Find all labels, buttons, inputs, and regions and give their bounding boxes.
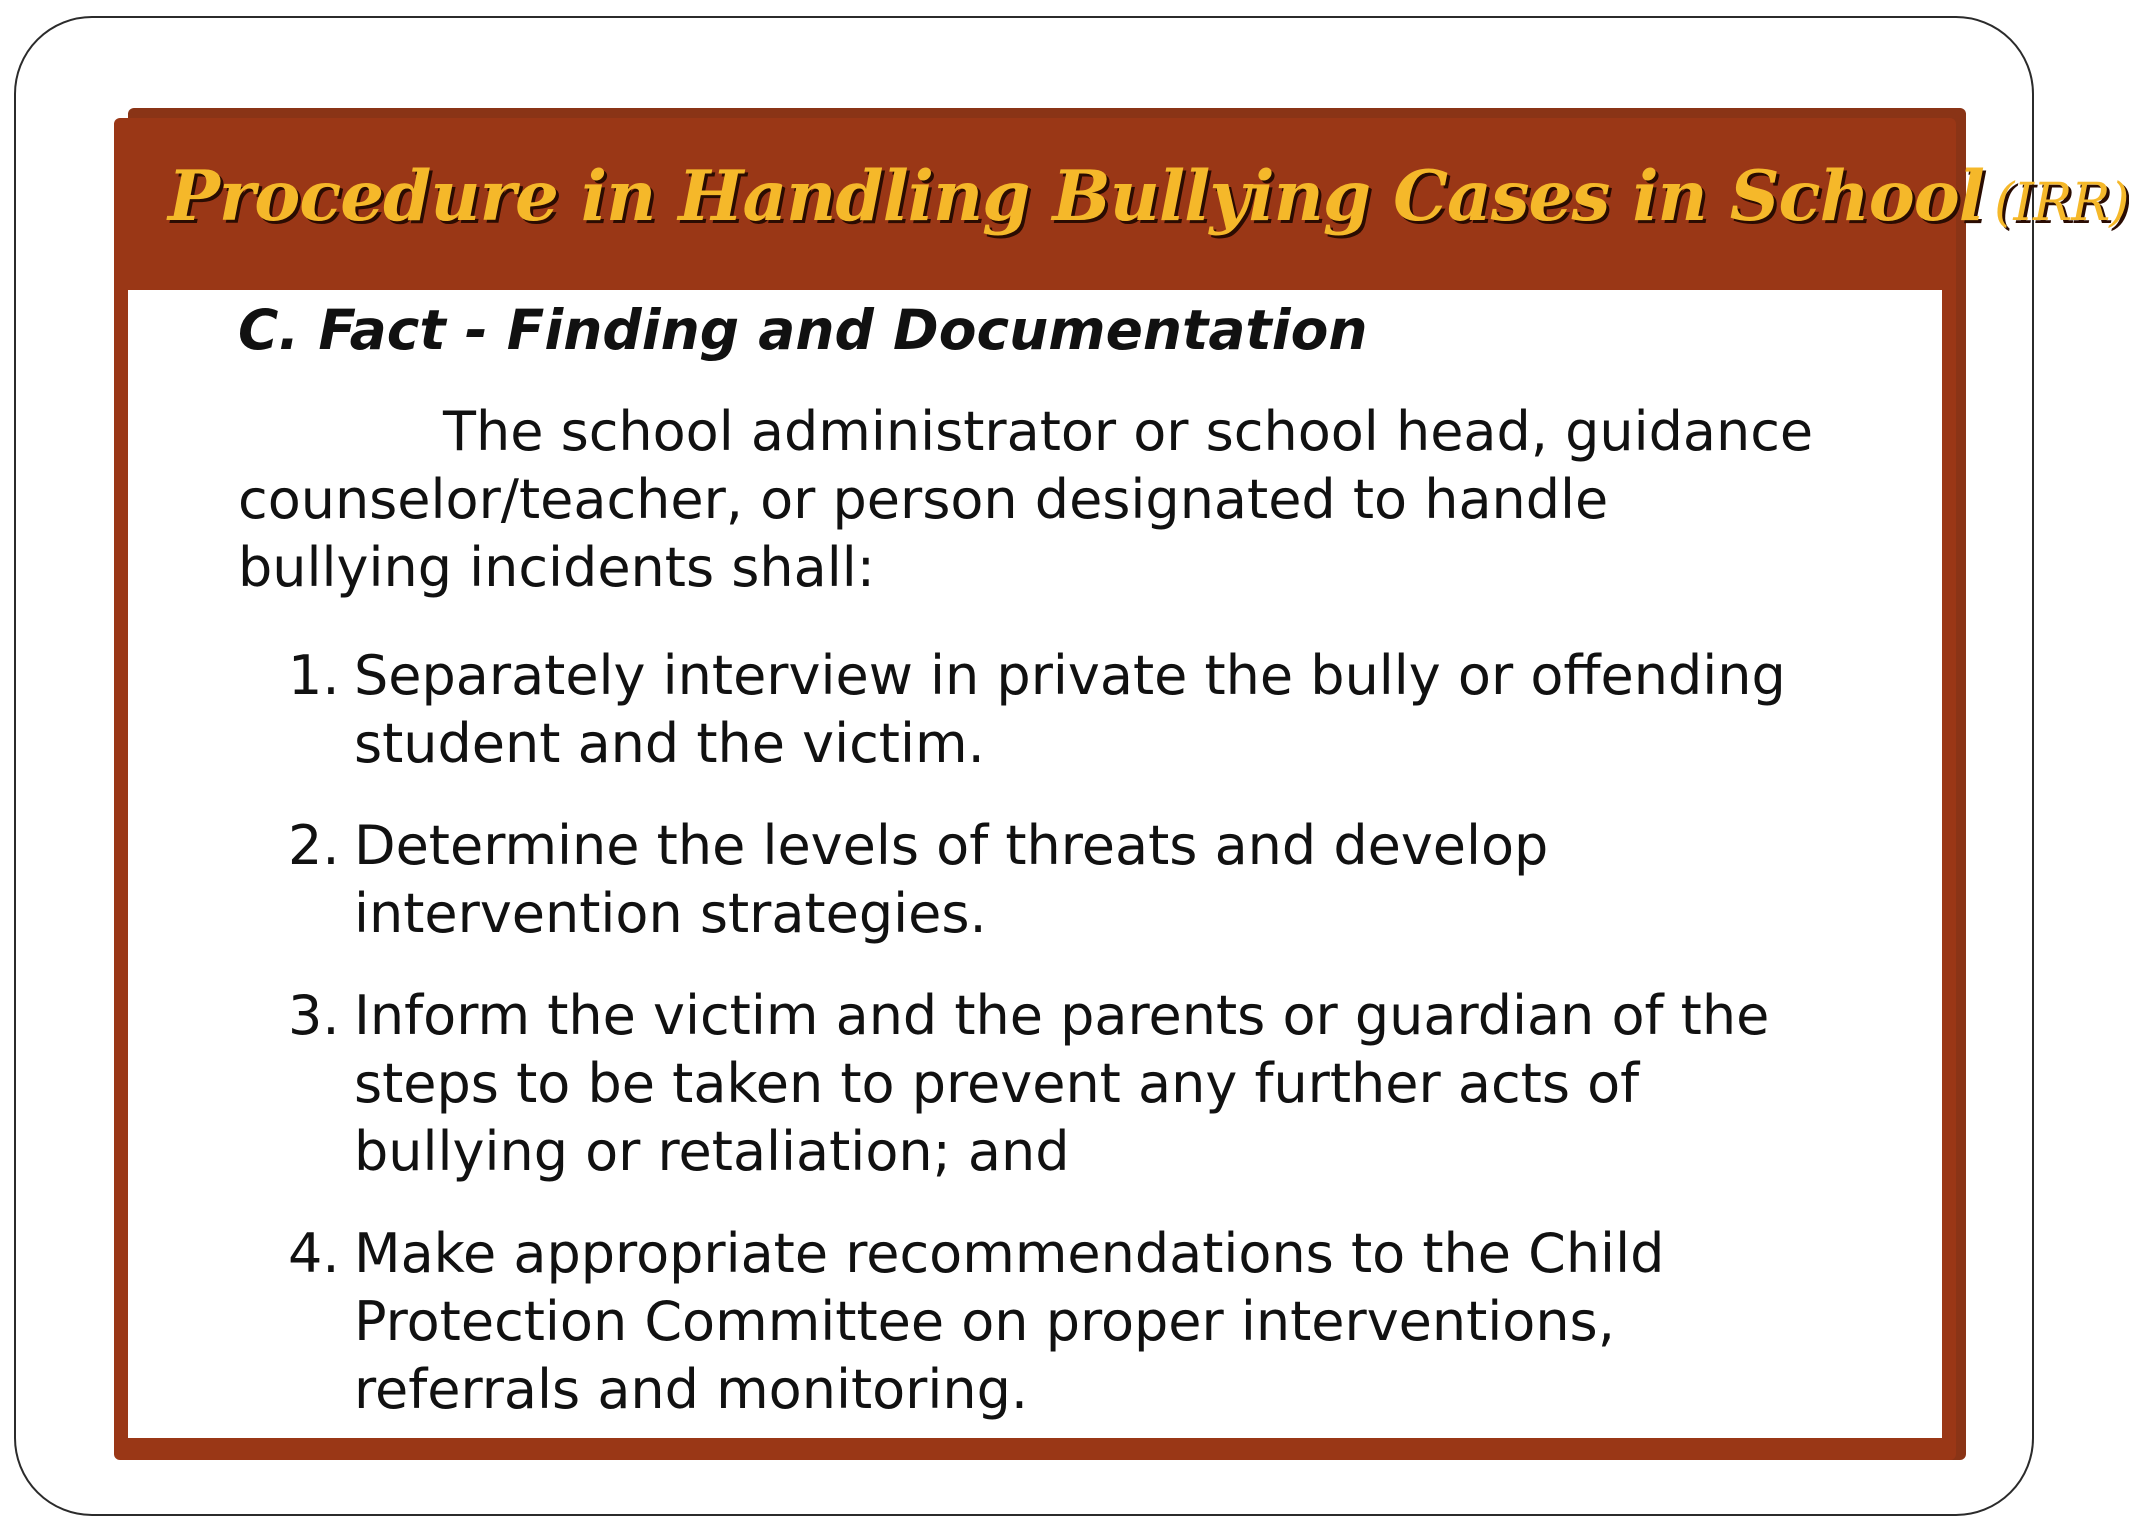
- step-number: 3.: [288, 984, 340, 1047]
- step-text-line: steps to be taken to prevent any further acts of: [354, 1052, 1640, 1115]
- step-text-line: Separately interview in private the bully or offending: [354, 644, 1786, 707]
- step-text-line: Determine the levels of threats and develop: [354, 814, 1549, 877]
- section-heading: C. Fact - Finding and Documentation: [238, 298, 1368, 362]
- steps-list: [288, 642, 1928, 1458]
- intro-line: bullying incidents shall:: [238, 536, 875, 599]
- step-number: 1.: [288, 644, 340, 707]
- intro-line: The school administrator or school head, guidance: [443, 400, 1814, 463]
- content-body: [128, 290, 1942, 1438]
- step-number: 4.: [288, 1222, 340, 1285]
- step-item: [288, 1220, 1928, 1424]
- step-text-line: student and the victim.: [354, 712, 985, 775]
- slide-title-main: Procedure in Handling Bullying Cases in School: [168, 156, 1984, 237]
- title-band: [128, 118, 2129, 290]
- step-text-line: bullying or retaliation; and: [354, 1120, 1070, 1183]
- step-text-line: Inform the victim and the parents or guardian of the: [354, 984, 1770, 1047]
- step-text-line: Make appropriate recommendations to the Child: [354, 1222, 1665, 1285]
- intro-paragraph: [238, 398, 1918, 602]
- step-item: [288, 812, 1928, 948]
- step-item: [288, 642, 1928, 778]
- slide-title: [168, 156, 2129, 237]
- step-text-line: intervention strategies.: [354, 882, 987, 945]
- slide-title-suffix: (IRR): [1994, 173, 2129, 233]
- step-text-line: referrals and monitoring.: [354, 1358, 1029, 1421]
- content-panel: [114, 118, 2129, 1460]
- intro-line: counselor/teacher, or person designated to handle: [238, 468, 1609, 531]
- step-number: 2.: [288, 814, 340, 877]
- step-text-line: Protection Committee on proper interventions,: [354, 1290, 1615, 1353]
- slide-frame: [14, 16, 2129, 1516]
- step-item: [288, 982, 1928, 1186]
